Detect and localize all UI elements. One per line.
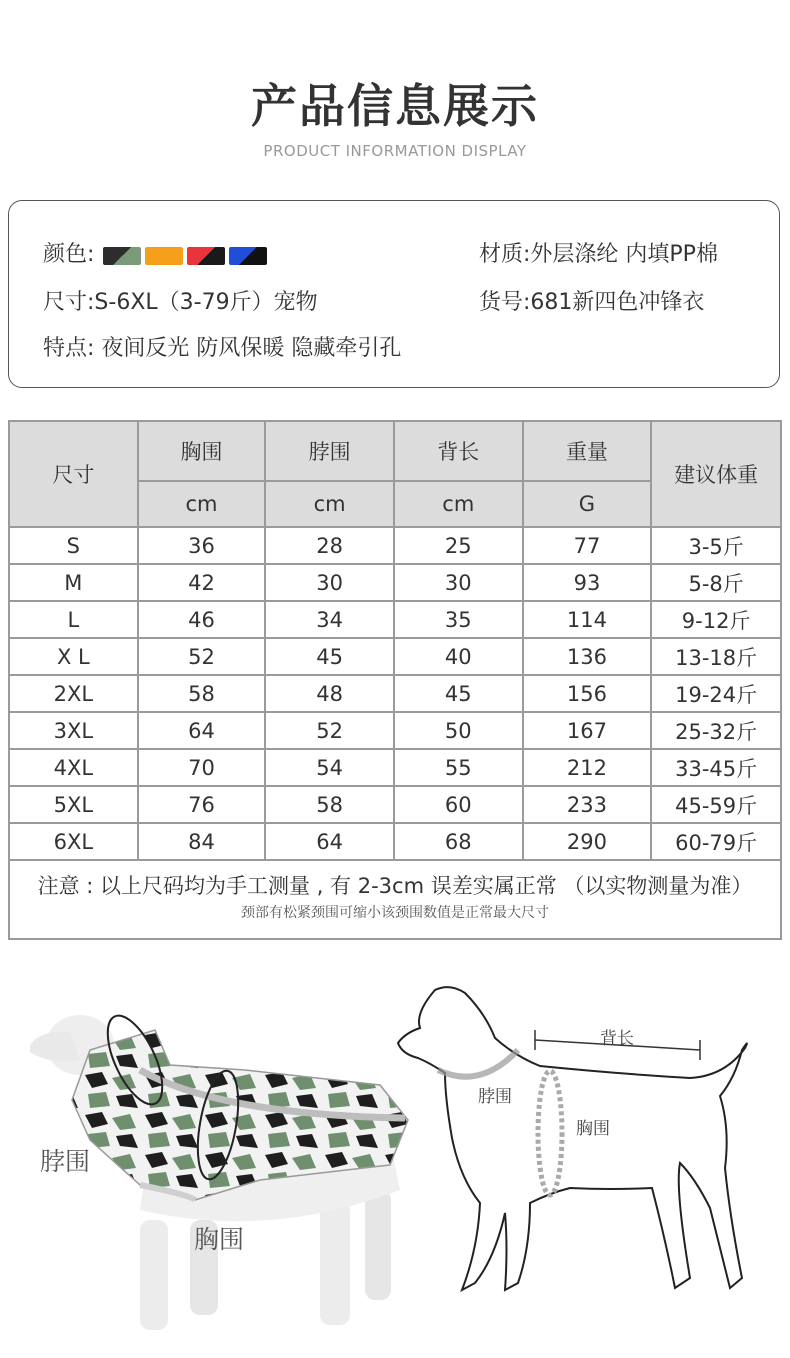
cell-size: 6XL [9,823,138,860]
color-swatches [103,243,271,268]
left-neck-label: 脖围 [40,1147,91,1176]
cell-chest: 58 [138,675,266,712]
cell-back: 55 [394,749,523,786]
cell-size: X L [9,638,138,675]
table-row [9,638,781,675]
cell-suggest: 3-5斤 [651,527,781,564]
table-row [9,712,781,749]
right-neck-label: 脖围 [478,1087,512,1107]
cell-back: 68 [394,823,523,860]
material-text: 材质:外层涤纶 内填PP棉 [479,242,718,267]
cell-suggest: 25-32斤 [651,712,781,749]
cell-suggest: 9-12斤 [651,601,781,638]
header-suggest-weight: 建议体重 [651,421,781,527]
cell-weight: 156 [523,675,652,712]
cell-suggest: 33-45斤 [651,749,781,786]
cell-size: S [9,527,138,564]
left-chest-label: 胸围 [194,1225,245,1254]
unit-chest: cm [138,481,266,527]
cell-size: 4XL [9,749,138,786]
cell-back: 35 [394,601,523,638]
table-row [9,601,781,638]
color-swatch-orange [145,247,183,265]
cell-size: L [9,601,138,638]
cell-chest: 84 [138,823,266,860]
size-range-text: 尺寸:S-6XL（3-79斤）宠物 [43,290,318,315]
color-swatch-red-black [187,247,225,265]
cell-chest: 64 [138,712,266,749]
page-subtitle: PRODUCT INFORMATION DISPLAY [263,142,527,160]
cell-neck: 28 [265,527,394,564]
features-text: 特点: 夜间反光 防风保暖 隐藏牵引孔 [43,336,402,361]
unit-neck: cm [265,481,394,527]
dog-outline-diagram [390,978,780,1318]
table-row [9,823,781,860]
header-neck: 脖围 [265,421,394,481]
cell-weight: 233 [523,786,652,823]
cell-chest: 70 [138,749,266,786]
size-table-body [9,527,781,860]
color-swatch-camo-green [103,247,141,265]
table-row [9,749,781,786]
cell-neck: 34 [265,601,394,638]
header-weight: 重量 [523,421,652,481]
cell-neck: 54 [265,749,394,786]
cell-neck: 48 [265,675,394,712]
cell-back: 60 [394,786,523,823]
item-number-text: 货号:681新四色冲锋衣 [479,290,705,315]
cell-suggest: 13-18斤 [651,638,781,675]
cell-neck: 45 [265,638,394,675]
cell-size: M [9,564,138,601]
right-back-label: 背长 [600,1029,634,1049]
cell-suggest: 45-59斤 [651,786,781,823]
cell-weight: 212 [523,749,652,786]
note-line-2: 颈部有松紧颈围可缩小该颈围数值是正常最大尺寸 [241,904,549,921]
cell-weight: 93 [523,564,652,601]
header-back: 背长 [394,421,523,481]
cell-weight: 77 [523,527,652,564]
cell-back: 30 [394,564,523,601]
cell-size: 3XL [9,712,138,749]
cell-neck: 64 [265,823,394,860]
dog-mannequin-photo [20,990,420,1340]
size-chart-table [8,420,782,940]
cell-back: 50 [394,712,523,749]
cell-back: 45 [394,675,523,712]
table-row [9,527,781,564]
cell-chest: 46 [138,601,266,638]
cell-neck: 30 [265,564,394,601]
color-row [43,237,271,268]
unit-back: cm [394,481,523,527]
product-info-box [8,200,780,388]
cell-chest: 52 [138,638,266,675]
dog-outline-illustration [390,978,780,1318]
cell-back: 40 [394,638,523,675]
note-line-1: 注意 : 以上尺码均为手工测量 , 有 2-3cm 误差实属正常 （以实物测量为准） [37,873,753,898]
table-row [9,564,781,601]
cell-back: 25 [394,527,523,564]
table-note [9,860,781,939]
cell-size: 5XL [9,786,138,823]
cell-suggest: 19-24斤 [651,675,781,712]
cell-chest: 36 [138,527,266,564]
cell-weight: 114 [523,601,652,638]
cell-neck: 58 [265,786,394,823]
cell-weight: 290 [523,823,652,860]
cell-neck: 52 [265,712,394,749]
cell-weight: 136 [523,638,652,675]
cell-chest: 42 [138,564,266,601]
color-swatch-blue-black [229,247,267,265]
right-chest-label: 胸围 [576,1119,610,1139]
table-row [9,786,781,823]
unit-weight: G [523,481,652,527]
color-label: 颜色: [43,242,95,267]
cell-weight: 167 [523,712,652,749]
header-chest: 胸围 [138,421,266,481]
cell-size: 2XL [9,675,138,712]
page-title: 产品信息展示 [251,79,539,133]
header-size: 尺寸 [9,421,138,527]
cell-chest: 76 [138,786,266,823]
cell-suggest: 5-8斤 [651,564,781,601]
cell-suggest: 60-79斤 [651,823,781,860]
table-row [9,675,781,712]
